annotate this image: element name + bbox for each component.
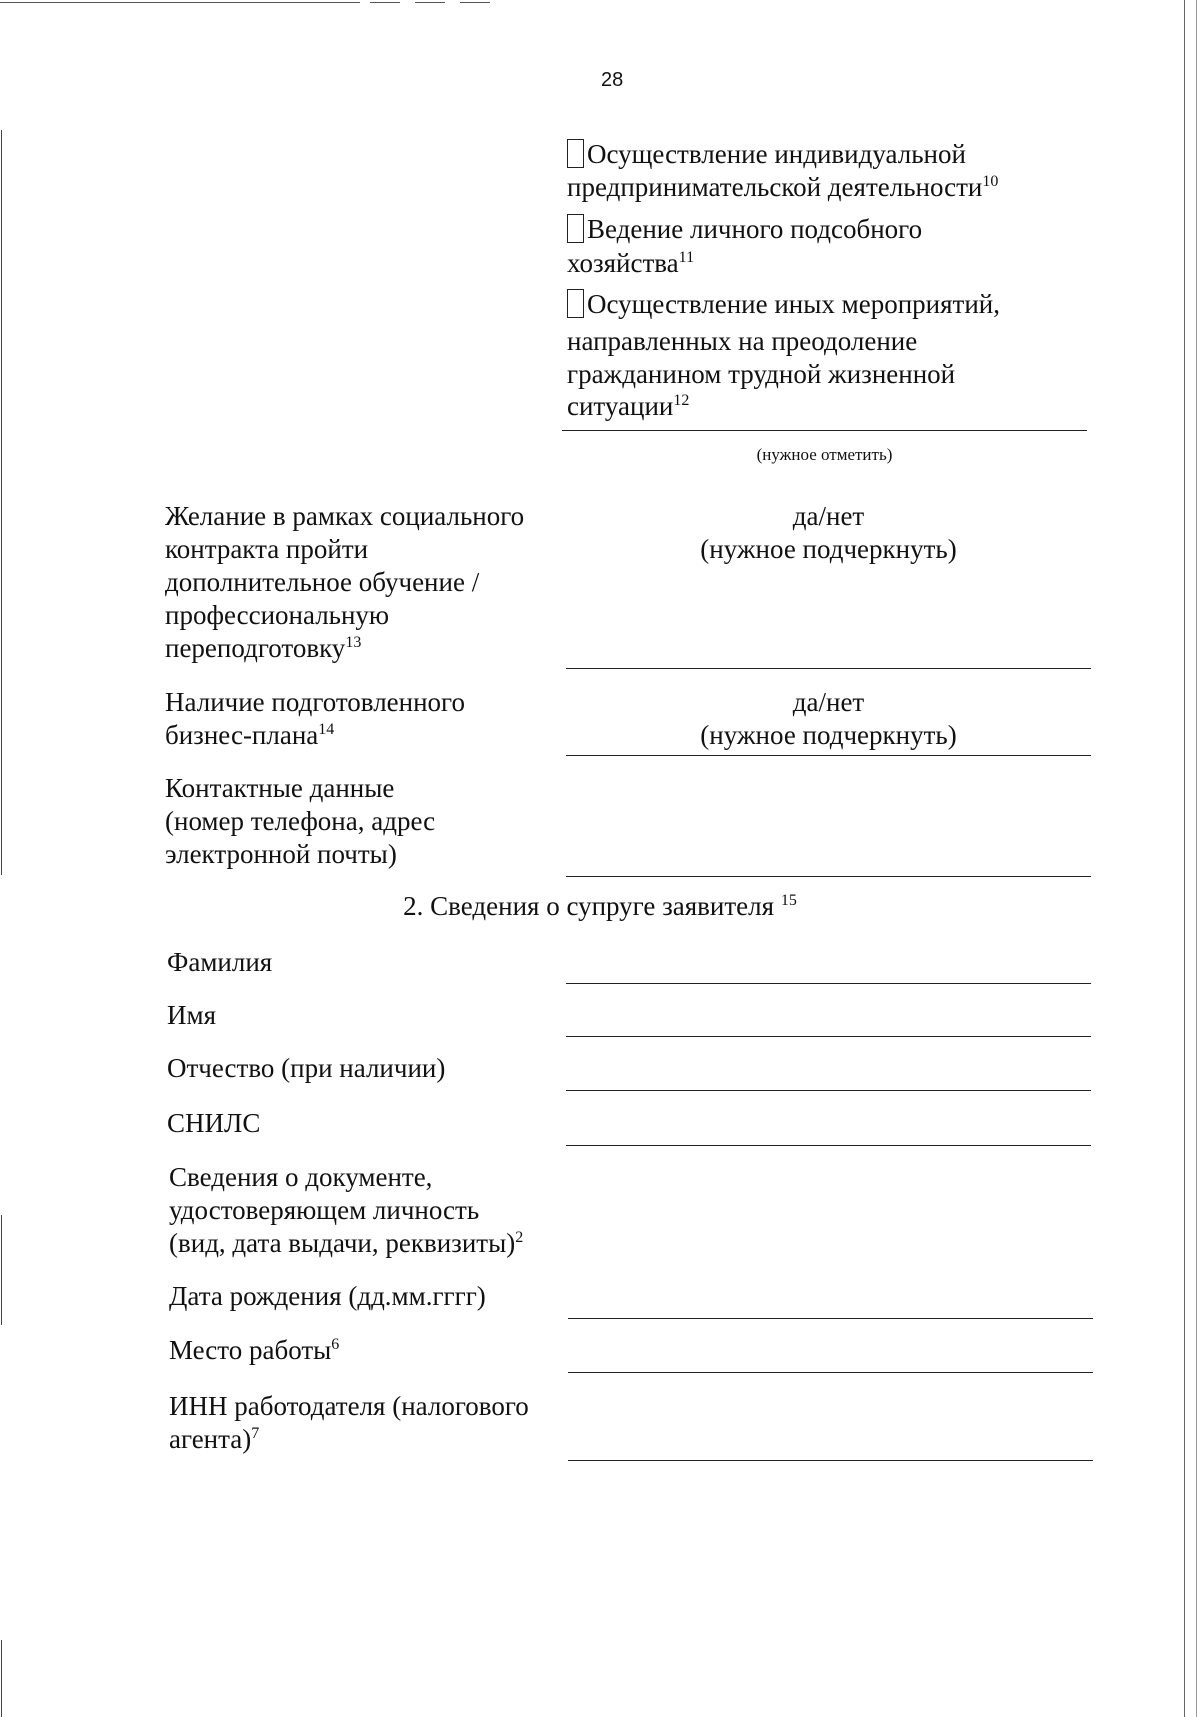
activity-other-line2: направленных на преодоление [567, 326, 918, 356]
footnote-ref: 2 [515, 1229, 524, 1246]
name-label: Имя [167, 1000, 217, 1030]
birth-date-label: Дата рождения (дд.мм.гггг) [169, 1281, 486, 1311]
workplace-label: Место работы [169, 1335, 332, 1365]
training-label-line5-wrap [165, 632, 361, 665]
employer-inn-label-line1: ИНН работодателя (налогового [169, 1391, 529, 1421]
footnote-ref: 14 [318, 721, 335, 738]
footnote-ref: 13 [345, 634, 362, 651]
activity-lph-line2: хозяйства [567, 248, 679, 278]
scan-top-line [0, 2, 360, 3]
scan-left-edge [1, 1640, 2, 1717]
employer-inn-input-line[interactable] [568, 1460, 1093, 1461]
activity-other-line4: ситуации [567, 391, 674, 421]
activity-lph-line1: Ведение личного подсобного [587, 214, 923, 244]
contacts-label-line3: электронной почты) [165, 839, 397, 869]
scan-top-dash [370, 2, 400, 3]
training-label-line3: дополнительное обучение / [165, 567, 480, 597]
contacts-input-line[interactable] [566, 876, 1091, 877]
employer-inn-label-line2: агента) [169, 1424, 252, 1454]
scan-top-dash [415, 2, 445, 3]
footnote-ref: 11 [678, 249, 695, 266]
patronymic-input-line[interactable] [566, 1090, 1091, 1091]
activity-option-ip [567, 138, 966, 171]
id-doc-label-line1: Сведения о документе, [169, 1162, 433, 1192]
page-number: 28 [601, 69, 624, 91]
workplace-label-wrap [169, 1334, 339, 1367]
training-label-line1: Желание в рамках социального [165, 501, 525, 531]
scan-left-edge [1, 130, 2, 875]
snils-label: СНИЛС [167, 1108, 261, 1138]
surname-label: Фамилия [167, 947, 273, 977]
birth-date-input-line[interactable] [568, 1318, 1093, 1319]
business-plan-underline [566, 755, 1091, 756]
business-plan-label-line2-wrap [165, 719, 334, 752]
workplace-input-line[interactable] [568, 1372, 1093, 1373]
mark-hint: (нужное отметить) [756, 445, 893, 464]
scan-right-edge [1184, 0, 1185, 1717]
activity-ip-line2-wrap [567, 171, 998, 204]
business-plan-label-line1: Наличие подготовленного [165, 687, 465, 717]
patronymic-label: Отчество (при наличии) [167, 1053, 446, 1083]
training-yes-no[interactable]: да/нет [792, 501, 865, 531]
training-underline [566, 668, 1091, 669]
activity-other-line1: Осуществление иных мероприятий, [587, 289, 1000, 319]
scan-top-dash [460, 2, 490, 3]
activity-underline [562, 430, 1087, 431]
activity-option-lph [567, 213, 922, 246]
activity-other-line4-wrap [567, 390, 689, 423]
training-label-line5: переподготовку [165, 633, 346, 663]
training-hint: (нужное подчеркнуть) [700, 534, 957, 564]
training-label-line2: контракта пройти [165, 534, 369, 564]
checkbox-other[interactable] [567, 289, 584, 318]
training-label-line4: профессиональную [165, 600, 390, 630]
footnote-ref: 6 [331, 1336, 340, 1353]
business-plan-label-line2: бизнес-плана [165, 720, 319, 750]
activity-ip-line1: Осуществление индивидуальной [587, 139, 966, 169]
contacts-label-line2: (номер телефона, адрес [165, 806, 436, 836]
employer-inn-label-line2-wrap [169, 1423, 259, 1456]
surname-input-line[interactable] [566, 983, 1091, 984]
business-plan-yes-no[interactable]: да/нет [792, 687, 865, 717]
checkbox-ip[interactable] [567, 139, 584, 168]
scan-left-edge [1, 1215, 2, 1325]
scan-right-edge-2 [1196, 0, 1197, 1717]
id-doc-label-line3: (вид, дата выдачи, реквизиты) [169, 1228, 516, 1258]
contacts-label-line1: Контактные данные [165, 773, 395, 803]
business-plan-hint: (нужное подчеркнуть) [700, 720, 957, 750]
activity-option-other [567, 288, 1000, 321]
snils-input-line[interactable] [566, 1145, 1091, 1146]
section2-title-wrap [150, 890, 1050, 923]
footnote-ref: 7 [251, 1425, 260, 1442]
footnote-ref: 10 [982, 173, 999, 190]
activity-lph-line2-wrap [567, 247, 694, 280]
id-doc-label-line3-wrap [169, 1227, 523, 1260]
activity-ip-line2: предпринимательской деятельности [567, 172, 983, 202]
section2-title: 2. Сведения о супруге заявителя [403, 891, 775, 921]
activity-other-line3: гражданином трудной жизненной [567, 359, 956, 389]
name-input-line[interactable] [566, 1036, 1091, 1037]
checkbox-lph[interactable] [567, 214, 584, 243]
footnote-ref: 15 [780, 892, 797, 909]
id-doc-label-line2: удостоверяющем личность [169, 1195, 480, 1225]
footnote-ref: 12 [673, 392, 690, 409]
